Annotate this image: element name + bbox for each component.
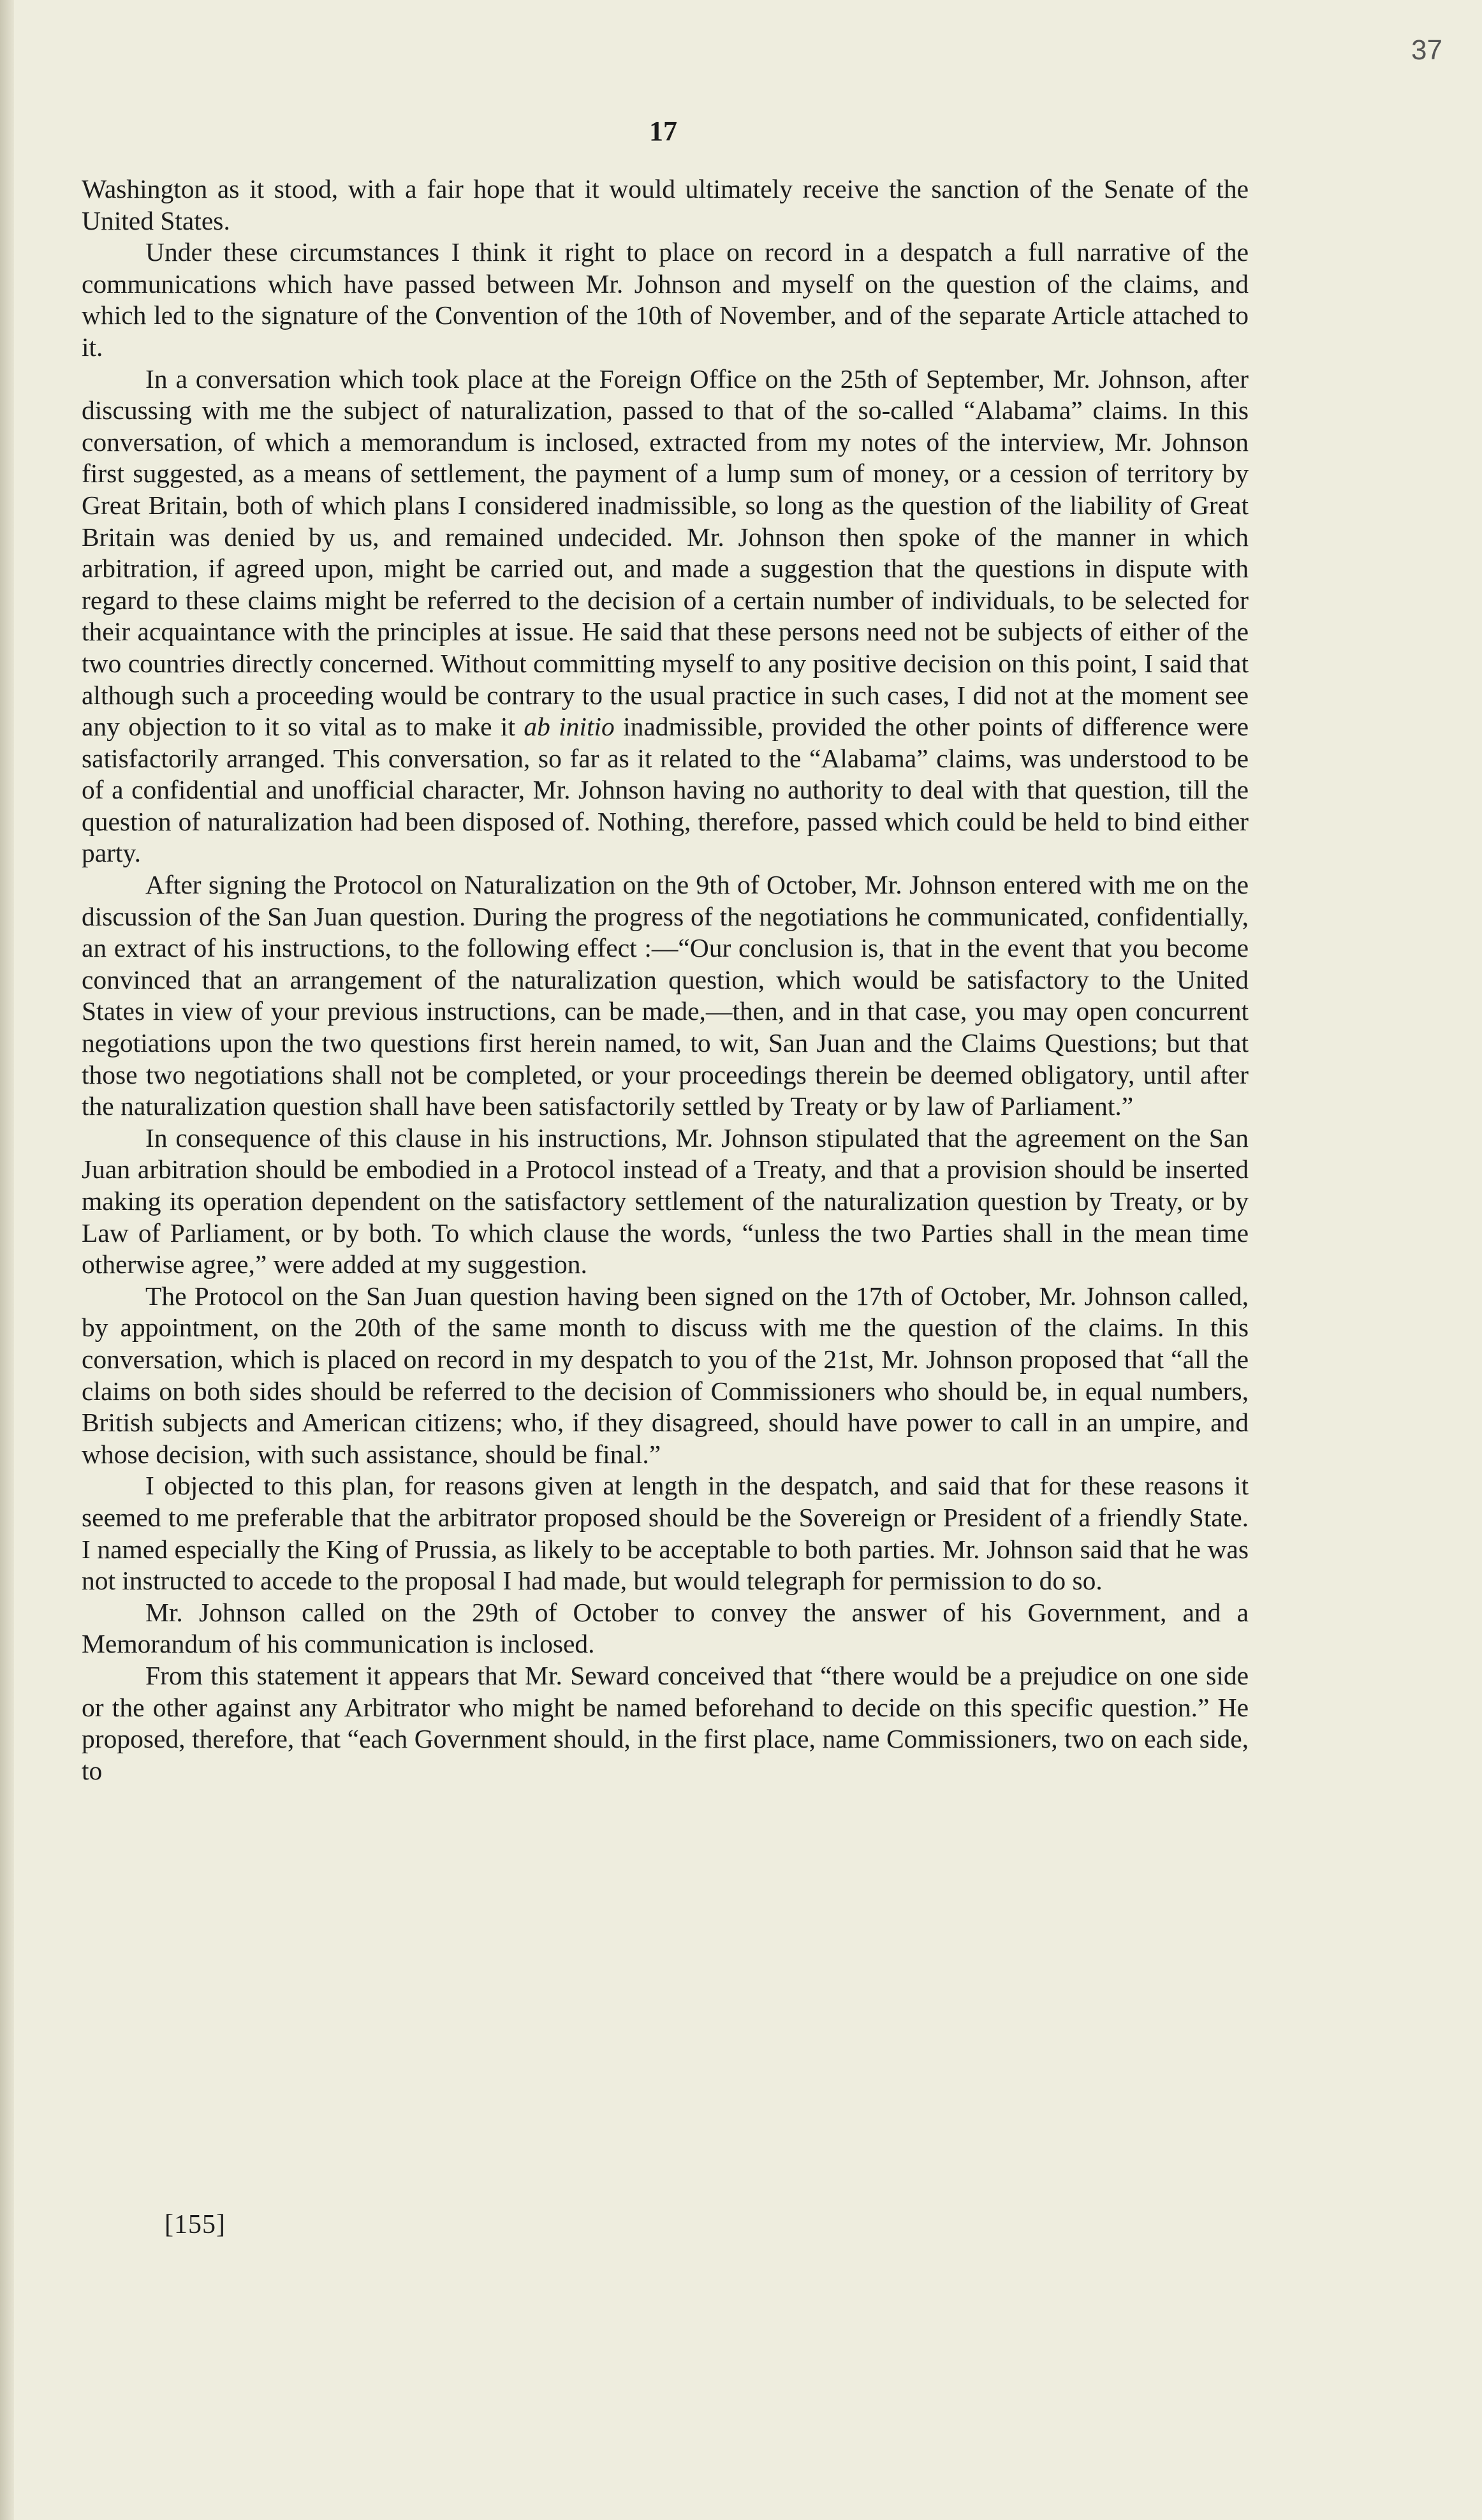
- footer-signature-mark: [155]: [165, 2210, 226, 2239]
- paragraph-8: Mr. Johnson called on the 29th of October to convey the answer of his Government, and a Memorandum of his communication is inclosed.: [82, 1597, 1249, 1659]
- paragraph-7: I objected to this plan, for reasons given at length in the despatch, and said that for these reasons it seemed to me preferable that the arbitrator proposed should be the Sovereign or President of a friendly State. I named especially the King of Prussia, as likely to be acceptable to both parties. Mr. Johnson said that he was not instructed to accede to the proposal I had made, but would telegraph for permission to do so.: [82, 1471, 1249, 1596]
- italic-phrase: ab initio: [524, 712, 615, 742]
- document-body: [82, 173, 1249, 1787]
- paragraph-4: After signing the Protocol on Naturalization on the 9th of October, Mr. Johnson entered with me on the discussion of the San Juan question. During the progress of the negotiations he communicated, confidentially, an extract of his instructions, to the following effect :—“Our conclusion is, that in the event that you become convinced that an arrangement of the naturalization question, which would be satisfactory to the United States in view of your previous instructions, can be made,—then, and in that case, you may open concurrent negotiations upon the two questions first herein named, to wit, San Juan and the Claims Questions; but that those two negotiations shall not be completed, or your proceedings therein be deemed obligatory, until after the naturalization question shall have been satisfactorily settled by Treaty or by law of Parliament.”: [82, 870, 1249, 1121]
- paragraph-5: In consequence of this clause in his instructions, Mr. Johnson stipulated that the agreement on the San Juan arbitration should be embodied in a Protocol instead of a Treaty, and that a provision should be inserted making its operation dependent on the satisfactory settlement of the naturalization question by Treaty, or by Law of Parliament, or by both. To which clause the words, “unless the two Parties shall in the mean time otherwise agree,” were added at my suggestion.: [82, 1123, 1249, 1279]
- paragraph-1: Washington as it stood, with a fair hope that it would ultimately receive the sanction of the Senate of the United States.: [82, 174, 1249, 235]
- paragraph-3-text: In a conversation which took place at the Foreign Office on the 25th of September, Mr. Johnson, after discussing with me the subject of naturalization, passed to that of the so-called “Alabama” claims. In this conversation, of which a memorandum is inclosed, extracted from my notes of the interview, Mr. Johnson first suggested, as a means of settlement, the payment of a lump sum of money, or a cession of territory by Great Britain, both of which plans I considered inadmissible, so long as the question of the liability of Great Britain was denied by us, and remained undecided. Mr. Johnson then spoke of the manner in which arbitration, if agreed upon, might be carried out, and made a suggestion that the questions in dispute with regard to these claims might be referred to the decision of a certain number of individuals, to be selected for their acquaintance with the principles at issue. He said that these persons need not be subjects of either of the two countries directly concerned. Without committing myself to any positive decision on this point, I said that although such a proceeding would be contrary to the usual practice in such cases, I did not at the moment see any objection to it so vital as to make it: [82, 364, 1249, 742]
- page-binding-edge: [0, 0, 14, 2520]
- paragraph-3-tail: inadmissible, provided the other points of difference were satisfactorily arranged. This conversation, so far as it related to the “Alabama” claims, was understood to be of a confidential and unofficial character, Mr. Johnson having no authority to deal with that question, till the question of naturalization had been disposed of. Nothing, therefore, passed which could be held to bind either party.: [82, 712, 1249, 868]
- paragraph-9: From this statement it appears that Mr. Seward conceived that “there would be a prejudice on one side or the other against any Arbitrator who might be named beforehand to decide on this specific question.” He proposed, therefore, that “each Government should, in the first place, name Commissioners, two on each side, to: [82, 1660, 1249, 1785]
- paragraph-3: [82, 364, 1249, 870]
- archive-page-number: 37: [1411, 34, 1442, 66]
- paragraph-2: Under these circumstances I think it right to place on record in a despatch a full narrative of the communications which have passed between Mr. Johnson and myself on the question of the claims, and which led to the signature of the Convention of the 10th of November, and of the separate Article attached to it.: [82, 237, 1249, 362]
- folio-number: 17: [649, 115, 677, 147]
- paragraph-6: The Protocol on the San Juan question having been signed on the 17th of October, Mr. Johnson called, by appointment, on the 20th of the same month to discuss with me the question of the claims. In this conversation, which is placed on record in my despatch to you of the 21st, Mr. Johnson proposed that “all the claims on both sides should be referred to the decision of Commissioners who should be, in equal numbers, British subjects and American citizens; who, if they disagreed, should have power to call in an umpire, and whose decision, with such assistance, should be final.”: [82, 1281, 1249, 1469]
